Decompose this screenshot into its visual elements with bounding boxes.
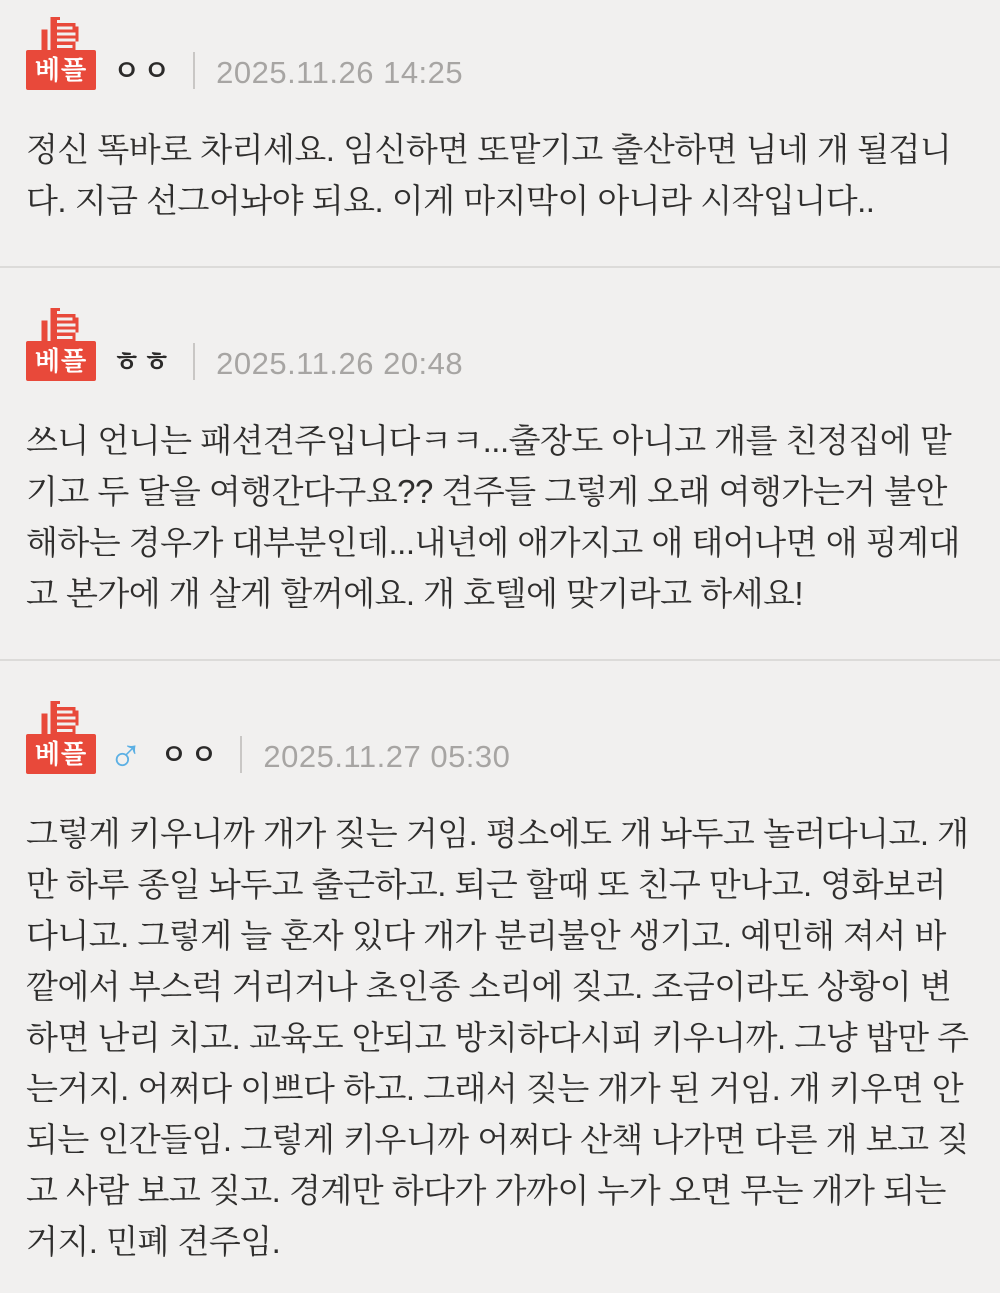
best-reply-label: 베플 xyxy=(26,341,96,381)
comment-item xyxy=(0,0,1000,266)
best-reply-badge xyxy=(26,701,96,774)
male-icon: ♂ xyxy=(108,726,144,780)
thumbs-up-icon xyxy=(41,17,82,51)
comment-header xyxy=(26,701,972,780)
comment-body: 쓰니 언니는 패션견주입니다ㅋㅋ...출장도 아니고 개를 친정집에 맡기고 두 달을 여행간다구요?? 견주들 그렇게 오래 여행가는거 불안해하는 경우가 대부분인데...내년에 애가지고 애 태어나면 애 핑계대고 본가에 개 살게 할꺼에요. 개 호텔에 맞기라고 하세요! xyxy=(26,422,960,612)
comment-body: 정신 똑바로 차리세요. 임신하면 또맡기고 출산하면 님네 개 될겁니다. 지금 선그어놔야 되요. 이게 마지막이 아니라 시작입니다.. xyxy=(26,131,952,219)
comment-item xyxy=(0,659,1000,1293)
best-reply-label: 베플 xyxy=(26,50,96,90)
comment-header xyxy=(26,17,972,90)
comment-author: ㅇㅇ xyxy=(113,55,174,86)
comment-author: ㅎㅎ xyxy=(113,346,174,377)
header-divider xyxy=(193,52,195,89)
comment-body: 그렇게 키우니까 개가 짖는 거임. 평소에도 개 놔두고 놀러다니고. 개만 하루 종일 놔두고 출근하고. 퇴근 할때 또 친구 만나고. 영화보러 다니고. 그렇게 늘 혼자 있다 개가 분리불안 생기고. 예민해 져서 바깥에서 부스럭 거리거나 초인종 소리에 짖고. 조금이라도 상황이 변하면 난리 치고. 교육도 안되고 방치하다시피 키우니까. 그냥 밥만 주는거지. 어쩌다 이쁘다 하고. 그래서 짖는 개가 된 거임. 개 키우면 안되는 인간들임. 그렇게 키우니까 어쩌다 산책 나가면 다른 개 보고 짖고 사람 보고 짖고. 경계만 하다가 가까이 누가 오면 무는 개가 되는 거지. 민폐 견주임. xyxy=(26,815,969,1260)
header-divider xyxy=(240,736,242,773)
comment-author: ㅇㅇ xyxy=(160,739,221,770)
comment-timestamp: 2025.11.26 14:25 xyxy=(216,55,464,90)
thumbs-up-icon xyxy=(41,308,82,342)
best-reply-badge xyxy=(26,17,96,90)
comment-item xyxy=(0,266,1000,659)
comment-timestamp: 2025.11.26 20:48 xyxy=(216,346,464,381)
comment-timestamp: 2025.11.27 05:30 xyxy=(263,739,511,774)
header-divider xyxy=(193,343,195,380)
best-reply-label: 베플 xyxy=(26,734,96,774)
best-reply-badge xyxy=(26,308,96,381)
comment-header xyxy=(26,308,972,381)
thumbs-up-icon xyxy=(41,701,82,735)
